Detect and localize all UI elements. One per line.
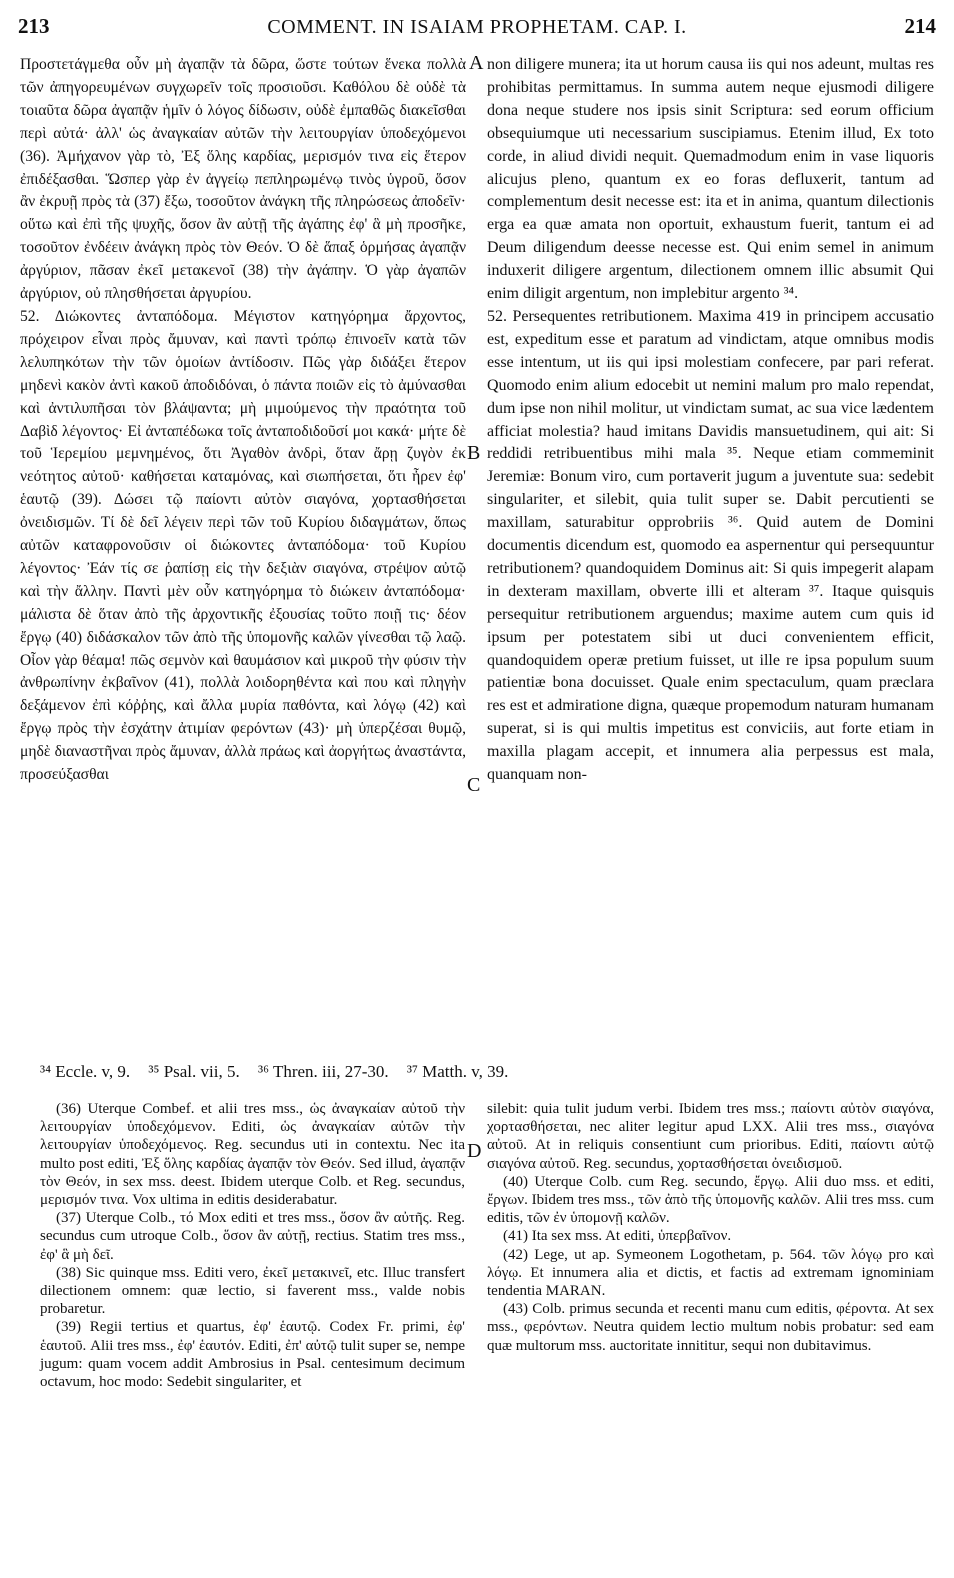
scripture-references xyxy=(40,1062,940,1082)
scripture-ref: ³⁴ Eccle. v, 9. xyxy=(40,1062,131,1081)
latin-paragraph-1: non diligere munera; ita ut horum causa iis qui nos adeunt, multas res prohibitas permittamus. In summa autem neque ejusmodi diligere dona neque studere nos ipsis sinit Scriptura: sed eorum officium obsequiumque uti necessarium suscipiamus. Etenim illud, Ex toto corde, in aliud dividi nequit. Quemadmodum enim in vase liquoris alicujus pleno, quantum ex eo foras defluxerit, tantum ad complementum desit necesse est: ita et in anima, quantum dilectionis erga ea quæ amata non oportuit, exhaustum fuerit, tantum ei ad Deum diligendum deesse necesse est. Qui enim semel in animum induxerit diligere argentum, dilectionem omnem illic absumit Qui enim diligit argentum, non implebitur argento ³⁴. xyxy=(487,56,934,303)
greek-paragraph-52: 52. Διώκοντες ἀνταπόδομα. Μέγιστον κατηγόρημα ἄρχοντος, πρόχειρον εἶναι πρὸς ἄμυναν, καὶ παντὶ τρόπῳ ἐπινοεῖν κατὰ τῶν λελυπηκότων τὴν τῶν ὁμοίων ἀντίδοσιν. Πῶς γὰρ διδάξει ἕτερον μηδενὶ κακὸν ἀντὶ κακοῦ ἀποδιδόναι, ὁ πάντα ποιῶν εἰς τὸ ἀμύνασθαι καὶ ἀντιλυπῆσαι τὸν βλάψαντα; μὴ μιμούμενος τὴν πραότητα τοῦ Δαβὶδ λέγοντος· Εἰ ἀνταπέδωκα τοῖς ἀνταποδιδοῦσί μοι κακά· μήτε δὲ τοῦ Ἱερεμίου μεμνημένος, ὅτι Ἀγαθὸν ἀνδρὶ, ὅταν ἄρῃ ζυγὸν ἐκ νεότητος αὐτοῦ· καθήσεται καταμόνας, καὶ σιωπήσεται, ὅτι ἦρεν ἐφ' ἑαυτῷ (39). Δώσει τῷ παίοντι αὐτὸν σιαγόνα, χορτασθήσεται ὀνειδισμῶν. Τί δὲ δεῖ λέγειν περὶ τῶν τοῦ Κυρίου διδαγμάτων, ὅπως αὐτῶν καταφρονοῦσιν οἱ διώκοντες ἀνταπόδομα· τοῦ Κυρίου λέγοντος· Ἐάν τίς σε ῥαπίσῃ εἰς τὴν δεξιὰν σιαγόνα, στρέψον αὐτῷ καὶ τὴν ἄλλην. Παντὶ μὲν οὖν κατηγόρημα τὸ διώκειν ἀνταπόδομα· μάλιστα δὲ ὅταν ἀπὸ τῆς ἀρχοντικῆς ἐξουσίας τοῦτο ποιῇ τις· δέον ἔργῳ (40) διδάσκαλον τῶν ἀπὸ τῆς ὑπομονῆς καλῶν γίνεσθαι τῷ λαῷ. Οἷον γὰρ θέαμα! πῶς σεμνὸν καὶ θαυμάσιον καὶ μικροῦ τὴν φύσιν τὴν ἀνθρωπίνην ἐκβαῖνον (41), πολλὰ λοιδορηθέντα καὶ που καὶ πληγὴν δεξάμενον ἐπὶ κόῤῥης, καὶ ἄλλα μυρία παθόντα, καὶ λόγῳ (42) καὶ ἔργῳ πρὸς τὴν ἐσχάτην ἀτιμίαν φερόντων (43)· μὴ ὑπερζέσαι θυμῷ, μηδὲ διαναστῆναι πρὸς ἄμυναν, ἀλλὰ πράως καὶ ἀοργήτως ἀναστάντα, προσεύξασθαι xyxy=(20,307,466,784)
margin-marker-b: B xyxy=(467,442,481,464)
page-number-right: 214 xyxy=(904,14,936,38)
note-40: (40) Uterque Colb. cum Reg. secundo, ἔργῳ. Alii duo mss. et editi, ἔργων. Ibidem tres mss., τῶν ἀπὸ τῆς ὑπομονῆς καλῶν. Alii tres mss. cum editis, τῶν ἐν ὑπομονῇ καλῶν. xyxy=(487,1173,934,1227)
scripture-ref: ³⁵ Psal. vii, 5. xyxy=(148,1062,240,1081)
note-39: (39) Regii tertius et quartus, ἐφ' ἑαυτῷ. Codex Fr. primi, ἐφ' ἑαυτοῦ. Alii tres mss., ἐφ' ἑαυτόν. Editi, ἐπ' αὐτῷ tulit super se, nempe jugum: quam vocem addit Ambrosius in Psal. centesimum decimum octavum, hoc modo: Sedebit singulariter, et xyxy=(40,1319,465,1391)
note-36: (36) Uterque Combef. et alii tres mss., ὡς ἀναγκαίαν αὐτοῦ τὴν λειτουργίαν ὑποδεχόμενον. Editi, ὡς ἀναγκαίαν αὐτῶν τὴν λειτουργίαν ὑποδεχόμενος. Reg. secundus uti in contextu. Nec ita multo post editi, Ἐξ ὅλης καρδίας ἀγαπᾷν τὸν Θεόν. Sed illud, ἀγαπᾷν τὸν Θεόν, in sex mss. deest. Ibidem uterque Colb. et Reg. secundus, μερισμόν τινα. Vox ultima in editis desiderabatur. xyxy=(40,1101,465,1209)
latin-paragraph-52: 52. Persequentes retributionem. Maxima 419 in principem accusatio est, expeditum esse et paratum ad vindictam, atque omnibus modis esse intentum, ut iis qui ipsi molestiam confecere, par pari referat. Quomodo enim alium edocebit ut nemini malum pro malo rependat, dum ipse non nihil molitur, ut vindictam sumat, ac sua vice lædentem afficiat molestia? haud imitans Davidis mansuetudinem, qui ait: Si reddidi retribuentibus mihi mala ³⁵. Neque etiam commeminit Jeremiæ: Bonum viro, cum portaverit jugum a juventute sua: sedebit singulariter, et silebit, quia tulit super se. Dabit percutienti se maxillam, saturabitur opprobriis ³⁶. Quid autem de Domini documentis dicendum est, quomodo ea aspernentur qui persequuntur retributionem? quandoquidem Dominus ait: Si quis impegerit alapam in dexteram maxillam, obverte illi et alteram ³⁷. Itaque quisquis persequitur retributionem arguendus; maxime autem cum quis id ipsum per potestatem sibi ut duci convenientem efficit, quandoquidem operæ pretium fuisset, ut ille re ipsa populum suum patientiæ bona docuisset. Quale enim spectaculum, quam præclara res est et admiratione digna, quæque propemodum naturam humanam superat, si is qui multis impetitus est conviciis, aut forte etiam in maxilla plagam accepit, et innumera alia perpessus est mala, quanquam non- xyxy=(487,307,934,784)
note-37: (37) Uterque Colb., τό Mox editi et tres mss., ὅσον ἂν αὐτῆς. Reg. secundus cum utroque Colb., ὅσον ἂν αὐτῇ, rectius. Statim tres mss., ἐφ' ἃ μὴ δεῖ. xyxy=(40,1210,465,1263)
running-title: COMMENT. IN ISAIAM PROPHETAM. CAP. I. xyxy=(267,16,687,38)
note-42: (42) Lege, ut ap. Symeonem Logothetam, p. 564. τῶν λόγῳ pro καὶ λόγῳ. Et innumera alia et dictis, et factis ad extremam ignominiam tendentia MARAN. xyxy=(487,1246,934,1300)
notes-left-column xyxy=(40,1100,465,1391)
latin-text-column xyxy=(487,54,934,787)
note-39-continued: silebit: quia tulit judum verbi. Ibidem tres mss.; παίοντι αὐτὸν σιαγόνα, χορτασθήσεται, nec aliter legitur apud LXX. Alii tres mss., σιαγόνα αὐτοῦ. At in reliquis consentiunt cum prioribus. Editi, παίοντι αὐτῷ σιαγόνα αὐτοῦ. Reg. secundus, χορτασθήσεται ὀνειδισμοῦ. xyxy=(487,1101,934,1172)
note-41: (41) Ita sex mss. At editi, ὑπερβαῖνον. xyxy=(503,1228,732,1245)
page-header xyxy=(18,14,936,48)
scripture-ref: ³⁷ Matth. v, 39. xyxy=(406,1062,509,1081)
notes-right-column xyxy=(487,1100,934,1355)
note-43: (43) Colb. primus secunda et recenti manu cum editis, φέροντα. At sex mss., φερόντων. Neutra quidem lectio multum nobis probatur: sed eam quæ multorum mss. auctoritate innititur, sequi non dubitavimus. xyxy=(487,1301,934,1354)
greek-paragraph-1: Προστετάγμεθα οὖν μὴ ἀγαπᾷν τὰ δῶρα, ὥστε τούτων ἕνεκα πολλὰ τῶν ἀπηγορευμένων συγχωρεῖν τοῖς προσιοῦσι. Καθόλου δὲ οὐδὲ τὰ τοιαῦτα δῶρα ἀγαπᾷν ἡμῖν ὁ λόγος δίδωσιν, οὐδὲ ἐμπαθῶς διακεῖσθαι περὶ αὐτά· ἀλλ' ὡς ἀναγκαίαν αὐτῶν τὴν λειτουργίαν ὑποδεχόμενοι (36). Ἀμήχανον γὰρ τὸ, Ἐξ ὅλης καρδίας, μερισμόν τινα εἰς ἕτερον ἐπιδέξασθαι. Ὥσπερ γὰρ ἐν ἀγγείῳ πεπληρωμένῳ τινὸς ὑγροῦ, ὅσον ἂν ἐκρυῇ πρὸς τὰ (37) ἔξω, τοσοῦτον ἀνάγκη τῆς πληρώσεως ἀποδεῖν· οὕτω καὶ ἐπὶ τῆς ψυχῆς, ὅσον ἂν αὐτῇ τῆς ἀγάπης ἐφ' ἃ μὴ προσῆκε, τοσοῦτον ἐνδέειν ἀνάγκη πρὸς τὸν Θεόν. Ὁ δὲ ἅπαξ ὁρμήσας ἀγαπᾷν ἀργύριον, πᾶσαν ἐκεῖ μετακενοῖ (38) τὴν ἀγάπην. Ὁ γὰρ ἀγαπῶν ἀργύριον, οὐ πλησθήσεται ἀργυρίου. xyxy=(20,56,466,303)
scripture-ref: ³⁶ Thren. iii, 27-30. xyxy=(257,1062,389,1081)
margin-marker-a: A xyxy=(469,52,484,74)
page-number-left: 213 xyxy=(18,14,50,38)
note-38: (38) Sic quinque mss. Editi vero, ἐκεῖ μετακινεῖ, etc. Illuc transfert dilectionem omnem: quæ lectio, si faverent mss., valde nobis probaretur. xyxy=(40,1264,465,1318)
margin-marker-c: C xyxy=(467,774,481,796)
greek-text-column xyxy=(20,54,466,787)
margin-marker-d: D xyxy=(467,1140,482,1162)
